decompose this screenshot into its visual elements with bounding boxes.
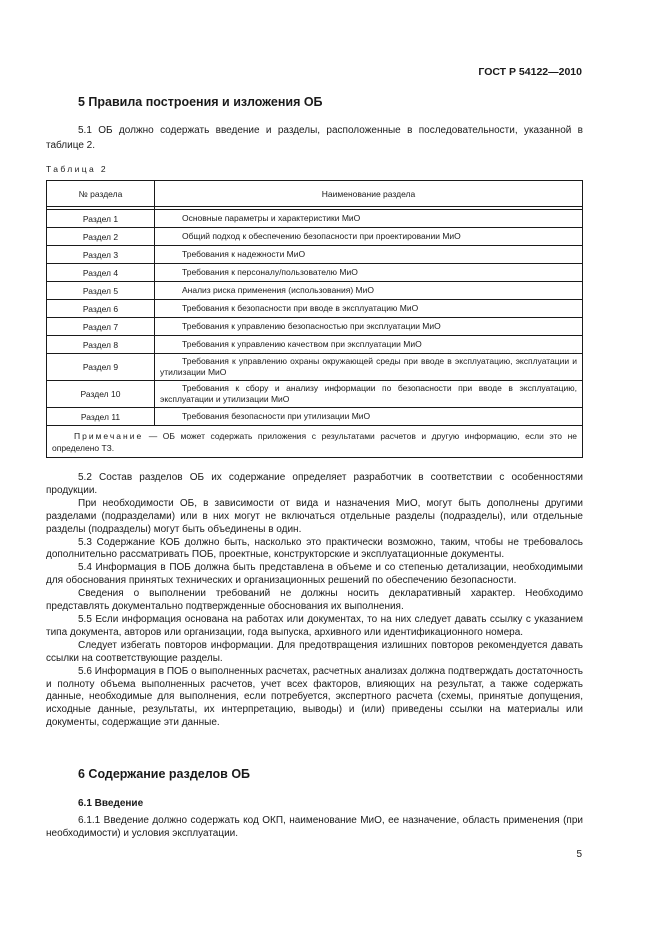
table-row [47,210,583,228]
subsection-6-1-heading: 6.1 Введение [78,798,144,809]
paragraph-6-1-1-block [46,815,583,841]
row-name: Требования к безопасности при вводе в эксплуатацию МиО [155,300,583,318]
row-number: Раздел 3 [47,246,155,264]
row-name: Общий подход к обеспечению безопасности при проектировании МиО [155,228,583,246]
section-5-heading: 5 Правила построения и изложения ОБ [78,95,323,109]
table-row [47,228,583,246]
row-number: Раздел 7 [47,318,155,336]
col-header-name: Наименование раздела [155,181,583,207]
paragraph-5-5-cont: Следует избегать повторов информации. Для предотвращения излишних повторов рекомендуется давать ссылки на соответствующие разделы. [46,639,583,664]
paragraph-5-5: 5.5 Если информация основана на работах или документах, то на них следует давать ссылку с указанием типа документа, авторов или организации, года выпуска, архивного или идентификационного номера. [46,613,583,638]
page-number: 5 [576,849,582,860]
row-name: Требования к управлению охраны окружающей среды при вводе в эксплуатацию, эксплуатации и утилизации МиО [155,354,583,381]
table-row [47,246,583,264]
paragraph-5-2: 5.2 Состав разделов ОБ их содержание определяет разработчик в соответствии с особенностями продукции. [46,472,583,496]
paragraph-5-4: 5.4 Информация в ПОБ должна быть представлена в объеме и со степенью детализации, необходимыми для обоснования принятых технических и организационных решений по обеспечению безопасности. [46,562,583,587]
table-row [47,381,583,408]
note-text: — ОБ может содержать приложения с результатами расчетов и другую информацию, если это не определено ТЗ. [52,431,577,453]
table-row [47,354,583,381]
note-label: Примечание [74,431,144,441]
table-note [47,426,583,458]
paragraph-5-2-cont: При необходимости ОБ, в зависимости от вида и назначения МиО, могут быть дополнены другими разделами (подразделами) или в них могут не включаться отдельные разделы (подразделы), или отдельные разделы (подразделы) могут быть объединены в один. [46,497,583,535]
row-name: Требования безопасности при утилизации МиО [155,408,583,426]
row-number: Раздел 6 [47,300,155,318]
row-number: Раздел 9 [47,354,155,381]
sections-table [46,180,583,458]
row-number: Раздел 4 [47,264,155,282]
table-row [47,282,583,300]
row-name: Требования к персоналу/пользователю МиО [155,264,583,282]
row-number: Раздел 10 [47,381,155,408]
row-name: Анализ риска применения (использования) МиО [155,282,583,300]
table-caption: Таблица 2 [46,164,109,174]
col-header-number: № раздела [47,181,155,207]
row-number: Раздел 11 [47,408,155,426]
row-name: Требования к управлению качеством при эксплуатации МиО [155,336,583,354]
row-number: Раздел 1 [47,210,155,228]
row-number: Раздел 2 [47,228,155,246]
table-note-row [47,426,583,458]
row-name: Требования к управлению безопасностью при эксплуатации МиО [155,318,583,336]
paragraph-5-3: 5.3 Содержание КОБ должно быть, насколько это практически возможно, таким, чтобы не требовалось дополнительно рассматривать ПОБ, проектные, конструкторские и эксплуатационные документы. [46,536,583,561]
table-row [47,264,583,282]
row-name: Требования к сбору и анализу информации по безопасности при вводе в эксплуатацию, эксплуатации и утилизации МиО [155,381,583,408]
section-5-body [46,472,583,730]
row-number: Раздел 8 [47,336,155,354]
section-6-heading: 6 Содержание разделов ОБ [78,767,251,781]
paragraph-5-4-cont: Сведения о выполнении требований не должны носить декларативный характер. Необходимо представлять документально подтвержденные обоснования их выполнения. [46,588,583,613]
row-name: Основные параметры и характеристики МиО [155,210,583,228]
standard-number: ГОСТ Р 54122—2010 [478,66,582,78]
paragraph-5-1-text: 5.1 ОБ должно содержать введение и разделы, расположенные в последовательности, указанной в таблице 2. [46,125,583,151]
table-row [47,300,583,318]
row-name: Требования к надежности МиО [155,246,583,264]
paragraph-5-1 [46,123,583,153]
paragraph-5-6: 5.6 Информация в ПОБ о выполненных расчетах, расчетных анализах должна подтверждать достаточность и полноту объема выполненных расчетов, учет всех факторов, влияющих на результат, а также содержать данные, необходимые для выполнения, если потребуется, экспертного расчета (схемы, принятые допущения, исходные данные, результаты, их интерпретацию, выводы) и (или) приведены ссылки на материалы или документы, содержащие эти данные. [46,665,583,729]
table-row [47,336,583,354]
row-number: Раздел 5 [47,282,155,300]
table-row [47,318,583,336]
table-row [47,408,583,426]
paragraph-6-1-1: 6.1.1 Введение должно содержать код ОКП, наименование МиО, ее назначение, область применения (при необходимости) и условия эксплуатации. [46,815,583,839]
